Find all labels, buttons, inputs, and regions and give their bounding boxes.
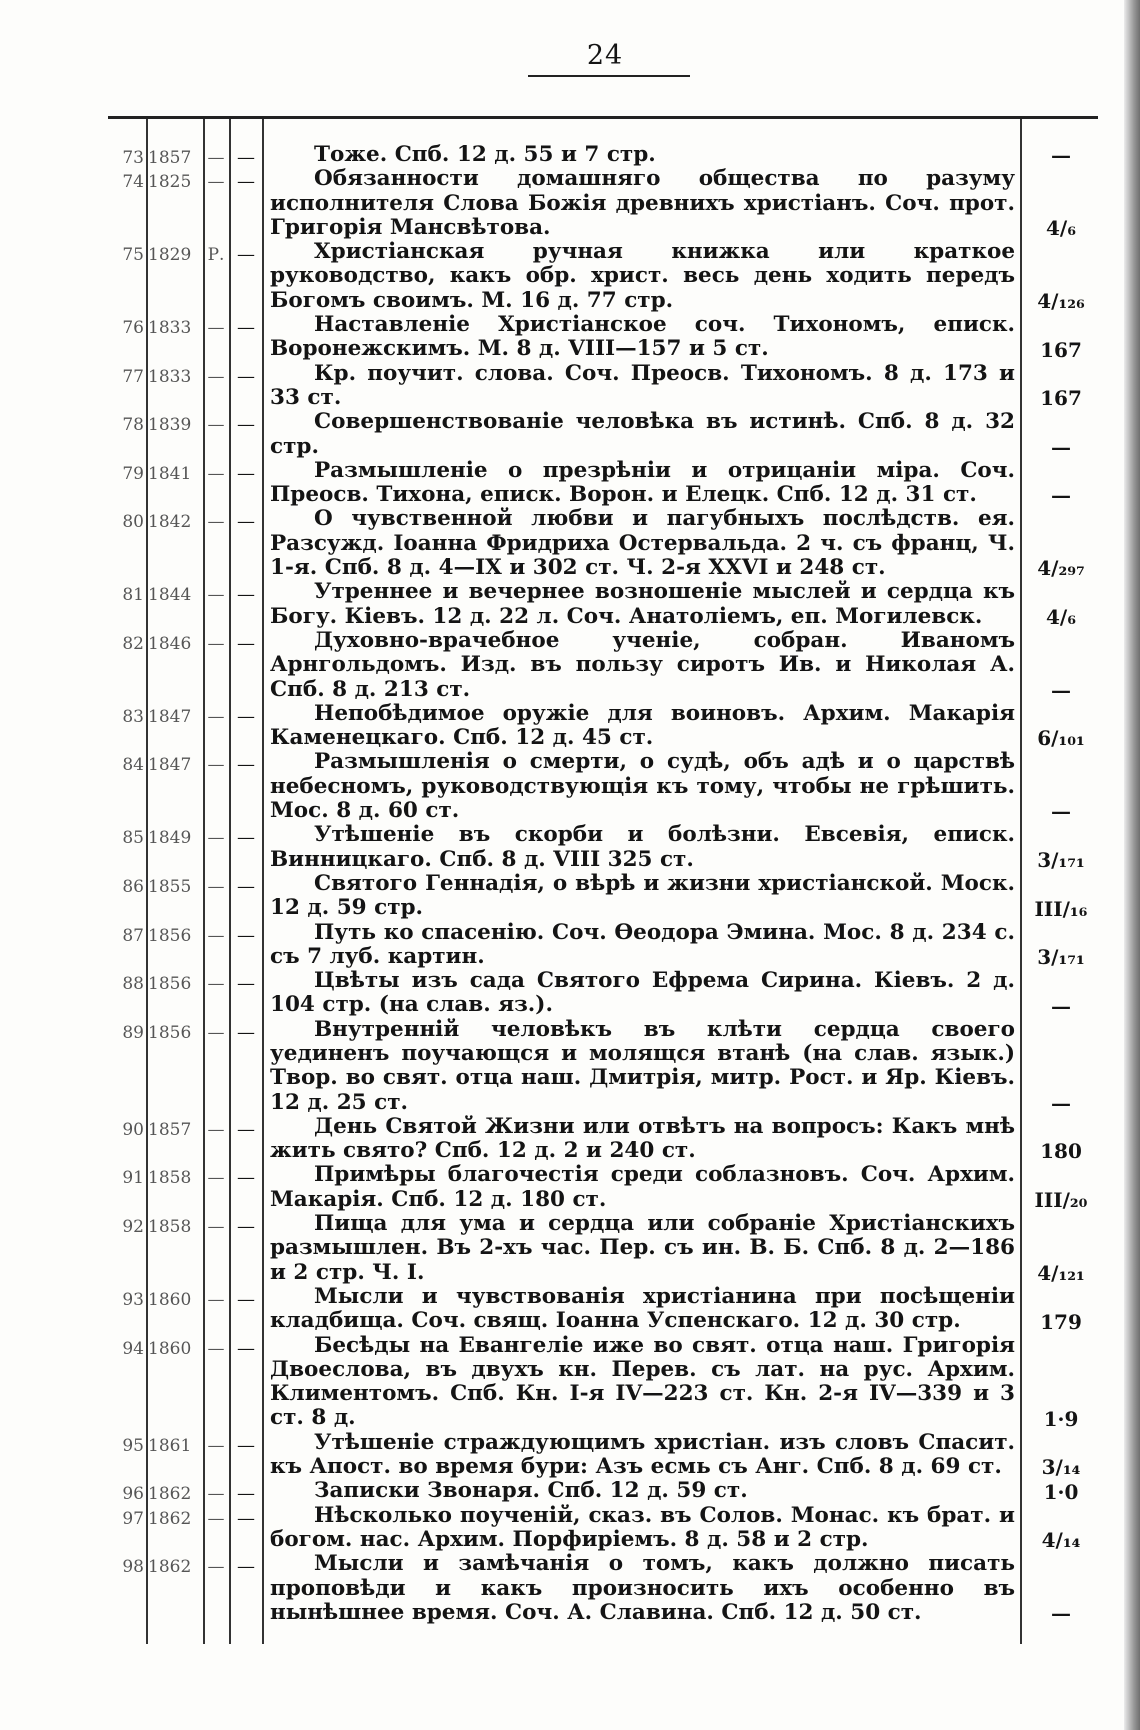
- entry-col4: —: [237, 584, 255, 606]
- entry-col4: —: [237, 875, 255, 897]
- entry-col3: —: [207, 1217, 225, 1238]
- entry-year: 1857: [148, 148, 192, 168]
- entry-number: 90: [122, 1119, 144, 1140]
- entry-title: Утѣшеніе страждующимъ христіан. изъ словъ Спасит. къ Апост. во время бури: Азъ есмь съ Анг. Спб. 8 д. 69 ст.: [270, 1429, 1015, 1480]
- entry-number: 91: [122, 1168, 144, 1189]
- entry-title: День Святой Жизни или отвѣтъ на вопросъ: Какъ мнѣ жить свято? Спб. 12 д. 2 и 240 ст.: [270, 1113, 1015, 1164]
- entry-col4: —: [237, 973, 255, 995]
- entry-title: Совершенствованіе человѣка въ истинѣ. Спб. 8 д. 32 стр.: [270, 409, 1015, 459]
- entry-col4: —: [237, 1434, 255, 1456]
- entry-title: Духовно-врачебное ученіе, собран. Иваномъ Арнгольдомъ. Изд. въ пользу сиротъ Ив. и Николая А. Спб. 8 д. 213 ст.: [270, 627, 1015, 702]
- catalog-entry: [0, 410, 1100, 459]
- entry-number: 93: [122, 1289, 144, 1310]
- entry-price: 6/₁₀₁: [1037, 726, 1085, 751]
- entry-number: 95: [122, 1435, 144, 1456]
- entry-year: 1842: [148, 512, 192, 533]
- catalog-entry: [0, 1552, 1100, 1625]
- entry-title: Записки Звонаря. Спб. 12 д. 59 ст.: [314, 1478, 748, 1504]
- entry-title: Цвѣты изъ сада Святого Ефрема Сирина. Кіевъ. 2 д. 104 стр. (на слав. яз.).: [270, 968, 1015, 1018]
- entry-col3: —: [207, 318, 225, 339]
- entry-number: 89: [122, 1022, 144, 1043]
- entry-col4: —: [237, 754, 255, 776]
- entry-year: 1841: [148, 463, 192, 484]
- entry-col3: —: [207, 1484, 225, 1505]
- entry-number: 74: [122, 172, 144, 193]
- catalog-entry: [0, 507, 1100, 580]
- entry-title: Христіанская ручная книжка или краткое руководство, какъ обр. христ. весь день ходить передъ Богомъ своимъ. М. 16 д. 77 стр.: [270, 239, 1015, 313]
- entry-year: 1856: [148, 1022, 192, 1043]
- entry-price: 167: [1040, 337, 1082, 362]
- entry-year: 1856: [148, 925, 192, 946]
- entry-number: 80: [122, 512, 144, 533]
- catalog-entry: [0, 1285, 1100, 1334]
- catalog-entry: [0, 580, 1100, 629]
- entry-col4: —: [237, 1483, 255, 1505]
- entry-price: 4/₁₂₁: [1037, 1260, 1085, 1285]
- entry-col4: —: [237, 1556, 255, 1578]
- entry-col3: —: [207, 876, 225, 897]
- catalog-entry: [0, 921, 1100, 970]
- catalog-entries: [0, 143, 1100, 1625]
- entry-price: 4/₂₉₇: [1037, 556, 1085, 581]
- entry-title: Примѣры благочестія среди соблазновъ. Соч. Архим. Макарія. Спб. 12 д. 180 ст.: [270, 1162, 1015, 1212]
- entry-col3: —: [207, 172, 225, 193]
- entry-title: Нѣсколько поученій, сказ. въ Солов. Монас. къ брат. и богом. нас. Архим. Порфиріемъ. 8 д. 58 и 2 стр.: [270, 1502, 1015, 1552]
- entry-col3: —: [207, 633, 225, 654]
- entry-col3: —: [207, 706, 225, 727]
- entry-title: Утреннее и вечернее возношеніе мыслей и сердца къ Богу. Кіевъ. 12 д. 22 л. Соч. Анатоліемъ, еп. Могилевск.: [270, 579, 1015, 629]
- catalog-entry: [0, 872, 1100, 921]
- entry-price: 1·9: [1043, 1406, 1079, 1431]
- entry-title: Бесѣды на Евангеліе иже во свят. отца наш. Григорія Двоеслова, въ двухъ кн. Перев. съ лат. на рус. Архим. Климентомъ. Спб. Кн. I-я IV—223 ст. Кн. 2-я IV—339 и 3 ст. 8 д.: [270, 1332, 1015, 1431]
- entry-title: Тоже. Спб. 12 д. 55 и 7 стр.: [314, 142, 656, 167]
- entry-year: 1846: [148, 633, 192, 654]
- catalog-entry: [0, 313, 1100, 362]
- entry-col4: —: [237, 414, 255, 436]
- entry-col4: —: [237, 511, 255, 533]
- table-top-rule: [108, 116, 1098, 119]
- entry-year: 1829: [148, 245, 192, 266]
- catalog-entry: [0, 362, 1100, 411]
- catalog-entry: [0, 750, 1100, 823]
- entry-col3: —: [207, 463, 225, 484]
- entry-title: О чувственной любви и пагубныхъ послѣдств. ея. Разсужд. Іоанна Фридриха Остервальда. 2 ч. съ франц, Ч. 1-я. Спб. 8 д. 4—IX и 302 ст. Ч. 2-я XXVI и 248 ст.: [270, 506, 1015, 581]
- catalog-entry: [0, 823, 1100, 872]
- entry-title: Наставленіе Христіанское соч. Тихономъ, еписк. Воронежскимъ. М. 8 д. VIII—157 и 5 ст.: [270, 312, 1015, 362]
- entry-price: 4/₆: [1046, 216, 1076, 241]
- entry-col4: —: [237, 1337, 255, 1359]
- entry-year: 1833: [148, 318, 192, 339]
- entry-col3: —: [207, 512, 225, 533]
- entry-year: 1862: [148, 1508, 192, 1529]
- entry-col4: —: [237, 317, 255, 339]
- entry-number: 94: [122, 1338, 144, 1359]
- entry-col4: —: [237, 1021, 255, 1043]
- entry-col3: —: [207, 585, 225, 606]
- entry-col4: —: [237, 1167, 255, 1189]
- entry-title: Внутренній человѣкъ въ клѣти сердца своего уединенъ поучающся и молящся втанѣ (на слав. язык.) Твор. во свят. отца наш. Дмитрія, митр. Рост. и Яр. Кіевъ. 12 д. 25 ст.: [270, 1016, 1015, 1115]
- catalog-entry: [0, 240, 1100, 313]
- entry-year: 1858: [148, 1168, 192, 1189]
- entry-number: 73: [122, 148, 144, 168]
- entry-number: 86: [122, 876, 144, 897]
- entry-number: 81: [122, 585, 144, 606]
- entry-price: 3/₁₇₁: [1037, 847, 1085, 872]
- entry-col3: —: [207, 755, 225, 776]
- entry-col4: —: [237, 171, 255, 193]
- catalog-entry: [0, 1334, 1100, 1431]
- entry-col3: —: [207, 148, 225, 168]
- entry-number: 88: [122, 974, 144, 995]
- entry-title: Непобѣдимое оружіе для воиновъ. Архим. Макарія Каменецкаго. Спб. 12 д. 45 ст.: [270, 700, 1015, 751]
- entry-col4: —: [237, 1118, 255, 1140]
- entry-col3: —: [207, 415, 225, 436]
- entry-number: 96: [122, 1484, 144, 1505]
- entry-year: 1847: [148, 706, 192, 727]
- entry-title: Святого Геннадія, о вѣрѣ и жизни христіанской. Моск. 12 д. 59 стр.: [270, 870, 1015, 921]
- scan-edge-shadow: [1124, 0, 1140, 1730]
- entry-year: 1857: [148, 1119, 192, 1140]
- entry-price: III/₁₆: [1034, 896, 1088, 921]
- catalog-entry: [0, 1018, 1100, 1115]
- catalog-entry: [0, 1115, 1100, 1164]
- entry-title: Путь ко спасенію. Соч. Ѳеодора Эмина. Мос. 8 д. 234 с. съ 7 луб. картин.: [270, 919, 1015, 969]
- entry-title: Утѣшеніе въ скорби и болѣзни. Евсевія, еписк. Винницкаго. Спб. 8 д. VIII 325 ст.: [270, 822, 1015, 872]
- entry-year: 1860: [148, 1338, 192, 1359]
- entry-price: —: [1051, 1601, 1071, 1626]
- entry-col3: —: [207, 1289, 225, 1310]
- entry-year: 1855: [148, 876, 192, 897]
- entry-price: —: [1051, 434, 1071, 459]
- page-number-rule: [528, 75, 690, 77]
- entry-number: 76: [122, 318, 144, 339]
- catalog-entry: [0, 629, 1100, 702]
- entry-year: 1860: [148, 1289, 192, 1310]
- entry-col4: —: [237, 827, 255, 849]
- entry-year: 1862: [148, 1484, 192, 1505]
- entry-col3: —: [207, 1557, 225, 1578]
- entry-col3: —: [207, 1168, 225, 1189]
- entry-price: —: [1051, 1090, 1071, 1115]
- entry-col4: —: [237, 1216, 255, 1238]
- page-number: 24: [586, 40, 624, 71]
- entry-col3: —: [207, 366, 225, 387]
- entry-year: 1861: [148, 1435, 192, 1456]
- entry-title: Размышленія о смерти, о судѣ, объ адѣ и о царствѣ небесномъ, руководствующія къ тому, чтобы не грѣшить. Мос. 8 д. 60 ст.: [270, 749, 1015, 824]
- entry-number: 85: [122, 828, 144, 849]
- catalog-entry: [0, 1212, 1100, 1285]
- entry-year: 1844: [148, 585, 192, 606]
- entry-number: 78: [122, 415, 144, 436]
- entry-price: —: [1051, 677, 1071, 702]
- entry-number: 97: [122, 1508, 144, 1529]
- catalog-entry: [0, 1479, 1100, 1503]
- entry-col3: —: [207, 1119, 225, 1140]
- entry-price: —: [1051, 483, 1071, 508]
- entry-number: 77: [122, 366, 144, 387]
- entry-number: 84: [122, 755, 144, 776]
- catalog-entry: [0, 143, 1100, 167]
- entry-price: 3/₁₇₁: [1037, 945, 1085, 970]
- catalog-entry: [0, 1431, 1100, 1480]
- catalog-entry: [0, 1163, 1100, 1212]
- catalog-entry: [0, 459, 1100, 508]
- catalog-entry: [0, 1504, 1100, 1553]
- entry-number: 79: [122, 463, 144, 484]
- entry-price: —: [1051, 143, 1071, 168]
- entry-price: 4/₁₄: [1041, 1528, 1081, 1553]
- entry-col4: —: [237, 244, 255, 266]
- entry-col4: —: [237, 632, 255, 654]
- catalog-entry: [0, 969, 1100, 1018]
- entry-price: 3/₁₄: [1041, 1455, 1081, 1480]
- entry-number: 75: [122, 245, 144, 266]
- entry-title: Мысли и замѣчанія о томъ, какъ должно писать проповѣди и какъ произносить ихъ особенно въ нынѣшнее время. Соч. А. Славина. Спб. 12 д. 50 ст.: [270, 1551, 1015, 1625]
- entry-year: 1839: [148, 415, 192, 436]
- entry-number: 83: [122, 706, 144, 727]
- entry-number: 92: [122, 1217, 144, 1238]
- entry-title: Обязанности домашняго общества по разуму исполнителя Слова Божія древнихъ христіанъ. Соч. прот. Григорія Мансвѣтова.: [270, 166, 1015, 240]
- entry-year: 1833: [148, 366, 192, 387]
- entry-col3: —: [207, 925, 225, 946]
- entry-col3: —: [207, 974, 225, 995]
- entry-col4: —: [237, 365, 255, 387]
- catalog-entry: [0, 167, 1100, 240]
- entry-col3: —: [207, 1508, 225, 1529]
- entry-col4: —: [237, 1507, 255, 1529]
- entry-title: Размышленіе о презрѣніи и отрицаніи міра. Соч. Преосв. Тихона, еписк. Ворон. и Елецк. Спб. 12 д. 31 ст.: [270, 457, 1015, 508]
- entry-number: 87: [122, 925, 144, 946]
- entry-col3: —: [207, 1022, 225, 1043]
- entry-price: 1·0: [1043, 1479, 1079, 1504]
- entry-col4: —: [237, 462, 255, 484]
- entry-col3: —: [207, 1435, 225, 1456]
- entry-col3: Р.: [207, 245, 225, 266]
- entry-col4: —: [237, 705, 255, 727]
- entry-year: 1849: [148, 828, 192, 849]
- entry-price: 167: [1040, 386, 1082, 411]
- entry-number: 98: [122, 1557, 144, 1578]
- entry-year: 1847: [148, 755, 192, 776]
- entry-col3: —: [207, 828, 225, 849]
- entry-price: —: [1051, 993, 1071, 1018]
- entry-title: Мысли и чувствованія христіанина при посѣщеніи кладбища. Соч. свящ. Іоанна Успенскаго. 12 д. 30 стр.: [270, 1283, 1015, 1334]
- entry-price: 179: [1040, 1309, 1082, 1334]
- entry-price: 4/₆: [1046, 604, 1076, 629]
- entry-title: Пища для ума и сердца или собраніе Христіанскихъ размышлен. Въ 2-хъ час. Пер. съ ин. В. Б. Спб. 8 д. 2—186 и 2 стр. Ч. I.: [270, 1211, 1015, 1285]
- entry-col4: —: [237, 147, 255, 168]
- entry-year: 1856: [148, 974, 192, 995]
- entry-price: 180: [1040, 1139, 1082, 1164]
- entry-col4: —: [237, 924, 255, 946]
- entry-price: 4/₁₂₆: [1037, 289, 1085, 314]
- entry-col4: —: [237, 1288, 255, 1310]
- entry-title: Кр. поучит. слова. Соч. Преосв. Тихономъ. 8 д. 173 и 33 ст.: [270, 360, 1015, 410]
- entry-number: 82: [122, 633, 144, 654]
- entry-col3: —: [207, 1338, 225, 1359]
- catalog-entry: [0, 702, 1100, 751]
- entry-year: 1858: [148, 1217, 192, 1238]
- entry-year: 1825: [148, 172, 192, 193]
- entry-year: 1862: [148, 1557, 192, 1578]
- entry-price: III/₂₀: [1034, 1188, 1088, 1213]
- entry-price: —: [1051, 799, 1071, 824]
